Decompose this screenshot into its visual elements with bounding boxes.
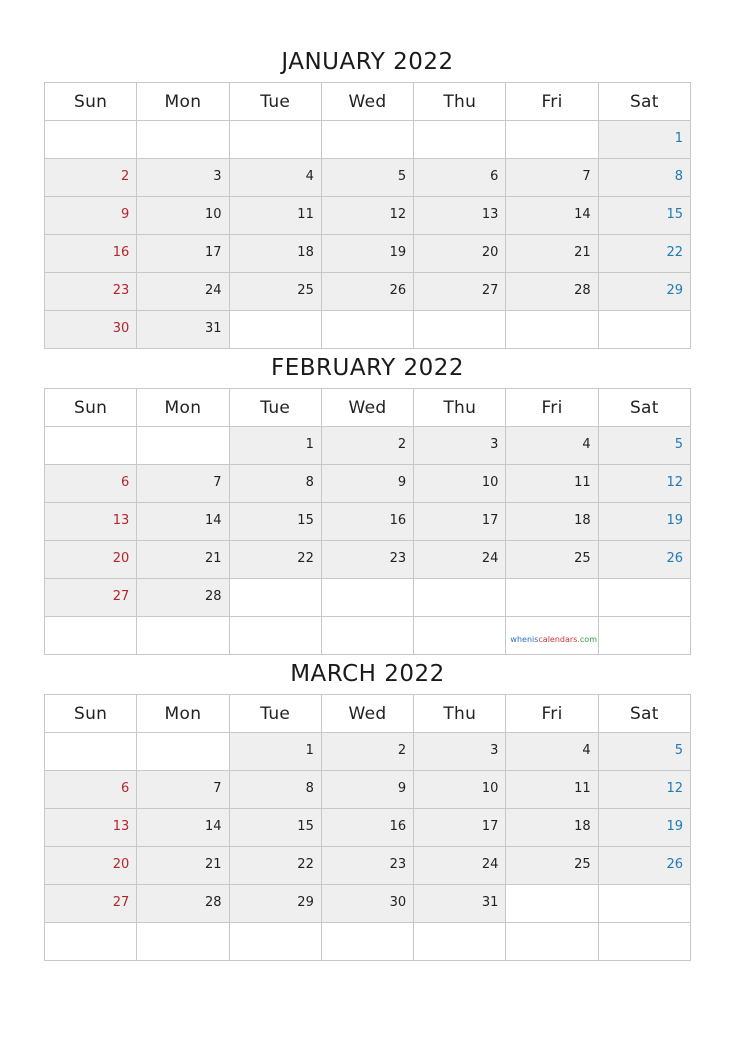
week-row [45,465,691,503]
day-cell: 5 [598,733,690,771]
week-row [45,311,691,349]
watermark-text: whenis [510,635,539,644]
day-cell: 2 [45,159,137,197]
day-cell: 25 [506,847,598,885]
day-cell: 15 [229,809,321,847]
empty-day-cell [137,617,229,655]
day-cell: 17 [414,503,506,541]
calendar-grid [44,388,691,655]
day-cell: 13 [45,809,137,847]
day-cell: 31 [137,311,229,349]
day-cell: 10 [137,197,229,235]
empty-day-cell [414,923,506,961]
weekday-wed: Wed [321,83,413,121]
weekday-thu: Thu [414,695,506,733]
weekday-mon: Mon [137,695,229,733]
day-cell: 22 [229,847,321,885]
calendar-grid [44,694,691,961]
empty-day-cell [598,579,690,617]
week-row [45,159,691,197]
empty-day-cell [598,311,690,349]
empty-day-cell [598,923,690,961]
month-january [44,42,691,349]
day-cell: 12 [598,771,690,809]
day-cell: 19 [598,503,690,541]
week-row [45,503,691,541]
empty-day-cell [414,617,506,655]
empty-day-cell [506,617,598,655]
empty-day-cell [414,579,506,617]
week-row [45,809,691,847]
weekday-header-row [45,695,691,733]
empty-day-cell [414,311,506,349]
week-row [45,885,691,923]
day-cell: 17 [137,235,229,273]
day-cell: 20 [414,235,506,273]
day-cell: 6 [45,465,137,503]
day-cell: 28 [137,579,229,617]
day-cell: 3 [137,159,229,197]
week-row [45,427,691,465]
week-row [45,121,691,159]
week-row [45,733,691,771]
empty-day-cell [229,311,321,349]
empty-day-cell [137,427,229,465]
day-cell: 3 [414,427,506,465]
empty-day-cell [45,427,137,465]
day-cell: 5 [598,427,690,465]
empty-day-cell [137,733,229,771]
day-cell: 11 [506,771,598,809]
empty-day-cell [229,121,321,159]
empty-day-cell [598,617,690,655]
day-cell: 26 [598,541,690,579]
day-cell: 26 [321,273,413,311]
empty-day-cell [229,579,321,617]
day-cell: 1 [229,427,321,465]
day-cell: 30 [45,311,137,349]
day-cell: 28 [137,885,229,923]
month-march [44,654,691,961]
day-cell: 23 [321,847,413,885]
day-cell: 22 [598,235,690,273]
day-cell: 19 [321,235,413,273]
weekday-fri: Fri [506,83,598,121]
weekday-sat: Sat [598,389,690,427]
day-cell: 14 [137,809,229,847]
day-cell: 13 [414,197,506,235]
month-february [44,348,691,655]
day-cell: 31 [414,885,506,923]
day-cell: 12 [321,197,413,235]
week-row [45,771,691,809]
empty-day-cell [506,121,598,159]
day-cell: 20 [45,541,137,579]
weekday-mon: Mon [137,389,229,427]
day-cell: 18 [506,503,598,541]
day-cell: 2 [321,427,413,465]
weekday-mon: Mon [137,83,229,121]
day-cell: 11 [506,465,598,503]
day-cell: 4 [229,159,321,197]
day-cell: 17 [414,809,506,847]
day-cell: 19 [598,809,690,847]
month-title: MARCH 2022 [290,661,445,687]
weekday-thu: Thu [414,83,506,121]
empty-day-cell [506,923,598,961]
watermark-link[interactable] [510,635,597,644]
weekday-fri: Fri [506,389,598,427]
day-cell: 27 [414,273,506,311]
weekday-tue: Tue [229,389,321,427]
day-cell: 25 [229,273,321,311]
weekday-sun: Sun [45,695,137,733]
day-cell: 28 [506,273,598,311]
week-row [45,923,691,961]
day-cell: 27 [45,579,137,617]
day-cell: 24 [414,847,506,885]
weekday-tue: Tue [229,695,321,733]
day-cell: 9 [321,465,413,503]
day-cell: 20 [45,847,137,885]
weekday-sun: Sun [45,83,137,121]
day-cell: 4 [506,427,598,465]
day-cell: 8 [229,771,321,809]
watermark-text: .com [577,635,597,644]
empty-day-cell [321,121,413,159]
week-row [45,197,691,235]
weekday-sat: Sat [598,695,690,733]
day-cell: 14 [137,503,229,541]
day-cell: 3 [414,733,506,771]
day-cell: 7 [137,465,229,503]
day-cell: 6 [414,159,506,197]
day-cell: 13 [45,503,137,541]
day-cell: 24 [137,273,229,311]
empty-day-cell [45,617,137,655]
day-cell: 8 [598,159,690,197]
calendar-grid [44,82,691,349]
day-cell: 14 [506,197,598,235]
empty-day-cell [229,617,321,655]
day-cell: 7 [506,159,598,197]
day-cell: 12 [598,465,690,503]
empty-day-cell [45,923,137,961]
weekday-thu: Thu [414,389,506,427]
empty-day-cell [321,311,413,349]
weekday-header-row [45,389,691,427]
week-row [45,273,691,311]
day-cell: 16 [45,235,137,273]
day-cell: 6 [45,771,137,809]
empty-day-cell [45,733,137,771]
empty-day-cell [414,121,506,159]
empty-day-cell [137,923,229,961]
empty-day-cell [506,885,598,923]
day-cell: 5 [321,159,413,197]
weekday-header-row [45,83,691,121]
day-cell: 16 [321,809,413,847]
day-cell: 2 [321,733,413,771]
empty-day-cell [321,923,413,961]
week-row [45,617,691,655]
day-cell: 10 [414,771,506,809]
day-cell: 30 [321,885,413,923]
day-cell: 16 [321,503,413,541]
day-cell: 11 [229,197,321,235]
empty-day-cell [229,923,321,961]
day-cell: 21 [506,235,598,273]
day-cell: 21 [137,847,229,885]
empty-day-cell [321,617,413,655]
day-cell: 7 [137,771,229,809]
weekday-tue: Tue [229,83,321,121]
watermark-text: calendars [538,635,578,644]
day-cell: 27 [45,885,137,923]
day-cell: 4 [506,733,598,771]
weekday-wed: Wed [321,695,413,733]
day-cell: 23 [321,541,413,579]
day-cell: 9 [45,197,137,235]
empty-day-cell [506,311,598,349]
day-cell: 18 [229,235,321,273]
month-title: JANUARY 2022 [281,49,454,75]
empty-day-cell [137,121,229,159]
week-row [45,847,691,885]
day-cell: 29 [598,273,690,311]
month-title: FEBRUARY 2022 [271,355,464,381]
day-cell: 23 [45,273,137,311]
day-cell: 1 [598,121,690,159]
day-cell: 15 [598,197,690,235]
weekday-sun: Sun [45,389,137,427]
empty-day-cell [321,579,413,617]
weekday-sat: Sat [598,83,690,121]
weekday-wed: Wed [321,389,413,427]
day-cell: 22 [229,541,321,579]
empty-day-cell [506,579,598,617]
day-cell: 18 [506,809,598,847]
day-cell: 21 [137,541,229,579]
day-cell: 29 [229,885,321,923]
day-cell: 26 [598,847,690,885]
empty-day-cell [598,885,690,923]
day-cell: 10 [414,465,506,503]
week-row [45,579,691,617]
day-cell: 15 [229,503,321,541]
week-row [45,541,691,579]
empty-day-cell [45,121,137,159]
day-cell: 8 [229,465,321,503]
weekday-fri: Fri [506,695,598,733]
day-cell: 9 [321,771,413,809]
day-cell: 25 [506,541,598,579]
week-row [45,235,691,273]
day-cell: 1 [229,733,321,771]
day-cell: 24 [414,541,506,579]
